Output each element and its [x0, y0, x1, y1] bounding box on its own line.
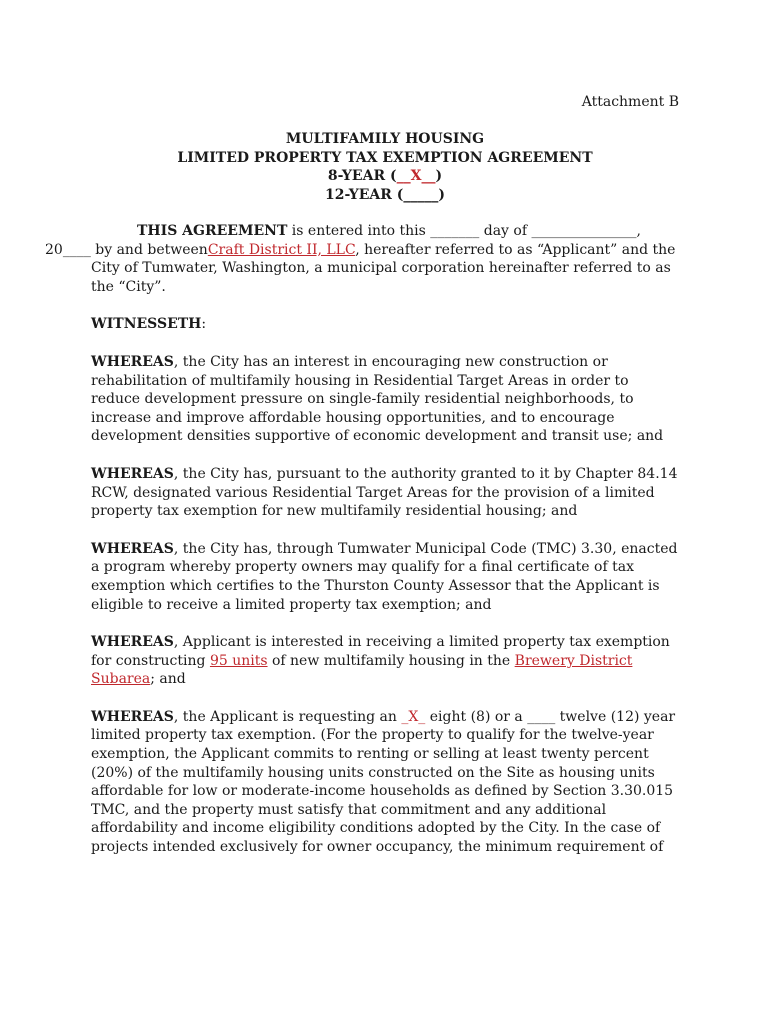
- whereas-text: , the City has an interest in encouraging new construction or rehabilitation of multifamily housing in Residential Target Areas in order to reduce development pressure on single-family residential neighborhoods, to increase and improve affordable housing opportunities, and to encourage development densities supportive of economic development and transit use; and: [91, 353, 664, 445]
- intro-text-2: 20____ by and between: [45, 241, 208, 258]
- whereas-text: , the Applicant is requesting an: [173, 708, 402, 725]
- eight-year-close: ): [435, 168, 443, 184]
- whereas-label: WHEREAS: [91, 634, 174, 651]
- whereas-text: , the City has, through Tumwater Municipal Code (TMC) 3.30, enacted a program whereby property owners may qualify for a final certificate of tax exemption which certifies to the Thurston County Assessor that the Applicant is eligible to receive a limited property tax exemption; and: [91, 540, 678, 613]
- title-block: [0, 130, 770, 204]
- title-line-2: LIMITED PROPERTY TAX EXEMPTION AGREEMENT: [177, 149, 593, 166]
- whereas-paragraph-3: [91, 540, 681, 614]
- eight-year-mark: __X__: [396, 168, 436, 184]
- witnesseth-colon: :: [201, 316, 207, 333]
- whereas-text: eight (8) or a ____ twelve (12) year limited property tax exemption. (For the property to qualify for the twelve-year exemption, the Applicant commits to renting or selling at least twenty percent (20%) of the multifamily housing units constructed on the Site as housing units affordable for low or moderate-income households as defined by Section 3.30.015 TMC, and the property must satisfy that commitment and any additional affordability and income eligibility conditions adopted by the City. In the case of projects intended exclusively for owner occupancy, the minimum requirement of: [91, 708, 676, 856]
- whereas-text: , Applicant is interested in receiving a limited property tax exemption for constructing: [91, 634, 670, 669]
- witnesseth-heading: [91, 315, 681, 334]
- attachment-label: Attachment B: [581, 94, 679, 110]
- whereas-label: WHEREAS: [91, 540, 174, 557]
- intro-lead: THIS AGREEMENT: [137, 223, 288, 239]
- unit-count: 95 units: [209, 652, 268, 669]
- agreement-body: [45, 222, 681, 857]
- twelve-year-option: 12-YEAR (_____): [324, 186, 446, 203]
- witnesseth-label: WITNESSETH: [91, 316, 202, 333]
- intro-text-1: is entered into this _______ day of _______________,: [287, 223, 641, 239]
- intro-text-3: , hereafter referred to as “Applicant” and the City of Tumwater, Washington, a municipal corporation hereinafter referred to as the “City”.: [91, 241, 676, 295]
- whereas-paragraph-4: [91, 633, 681, 689]
- eight-year-selection-mark: _X_: [401, 708, 426, 725]
- whereas-label: WHEREAS: [91, 708, 174, 725]
- eight-year-option: [0, 167, 770, 186]
- whereas-paragraph-1: [91, 353, 681, 446]
- whereas-paragraph-5: [91, 708, 681, 857]
- whereas-label: WHEREAS: [91, 353, 174, 370]
- whereas-text: of new multifamily housing in the: [267, 652, 515, 669]
- whereas-paragraph-2: [91, 465, 681, 521]
- eight-year-label: 8-YEAR (: [327, 168, 397, 184]
- applicant-name: Craft District II, LLC: [207, 241, 356, 258]
- whereas-text: ; and: [150, 671, 186, 688]
- subarea-name: Brewery District Subarea: [91, 652, 633, 688]
- whereas-text: , the City has, pursuant to the authority granted to it by Chapter 84.14 RCW, designated various Residential Target Areas for the provision of a limited property tax exemption for new multifamily residential housing; and: [91, 465, 678, 520]
- whereas-label: WHEREAS: [91, 465, 174, 482]
- title-line-1: MULTIFAMILY HOUSING: [285, 131, 485, 147]
- intro-paragraph: [45, 222, 681, 296]
